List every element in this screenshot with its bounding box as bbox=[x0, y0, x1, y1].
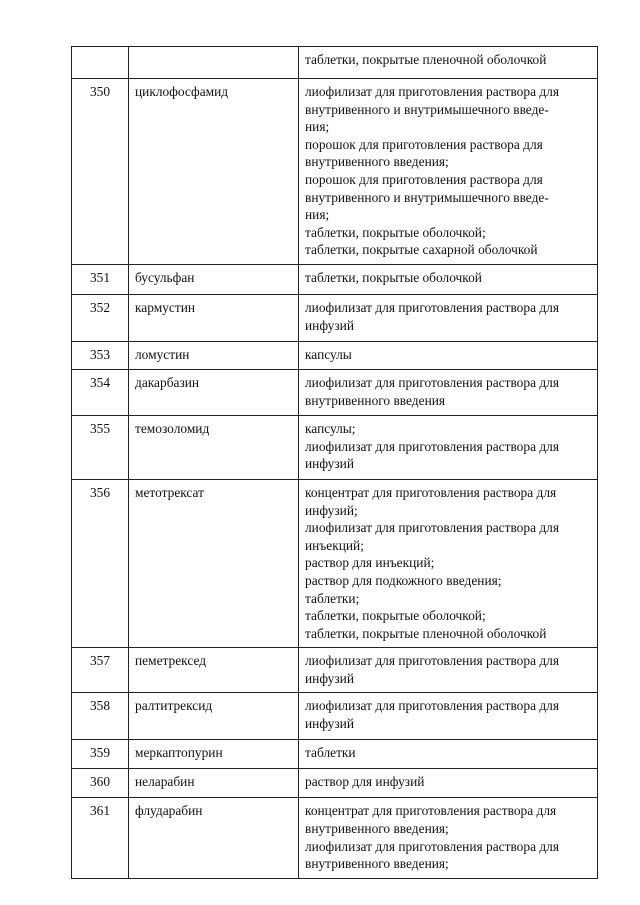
table-body bbox=[72, 47, 598, 879]
row-number: 359 bbox=[72, 740, 129, 769]
dosage-forms bbox=[299, 479, 598, 647]
dosage-form-line: ния; bbox=[305, 207, 330, 223]
dosage-form-line: таблетки, покрытые сахарной оболочкой bbox=[305, 242, 538, 258]
dosage-form-line: инфузий bbox=[305, 716, 354, 732]
row-number: 354 bbox=[72, 369, 129, 415]
drug-name: флударабин bbox=[129, 798, 299, 879]
dosage-form-line: инфузий bbox=[305, 670, 354, 686]
dosage-forms bbox=[299, 79, 598, 265]
table-row bbox=[72, 415, 598, 479]
row-number: 353 bbox=[72, 341, 129, 369]
table-row bbox=[72, 47, 598, 79]
dosage-form-line: таблетки, покрытые оболочкой; bbox=[305, 608, 486, 624]
dosage-form-line: порошок для приготовления раствора для bbox=[305, 171, 543, 187]
dosage-form-line: таблетки bbox=[305, 745, 356, 761]
table-row bbox=[72, 341, 598, 369]
drug-name bbox=[129, 47, 299, 79]
dosage-form-line: таблетки, покрытые пленочной оболочкой bbox=[305, 625, 547, 641]
dosage-form-line: концентрат для приготовления раствора для bbox=[305, 484, 557, 500]
drug-name: пеметрексед bbox=[129, 648, 299, 693]
dosage-form-line: раствор для инъекций; bbox=[305, 555, 435, 571]
dosage-form-line: лиофилизат для приготовления раствора для bbox=[305, 299, 560, 315]
table-row bbox=[72, 479, 598, 647]
dosage-form-line: инъекций; bbox=[305, 537, 364, 553]
table-row bbox=[72, 693, 598, 740]
drug-name: циклофосфамид bbox=[129, 79, 299, 265]
dosage-form-line: внутривенного и внутримышечного введе- bbox=[305, 189, 549, 205]
dosage-forms bbox=[299, 415, 598, 479]
drug-name: метотрексат bbox=[129, 479, 299, 647]
dosage-form-line: лиофилизат для приготовления раствора для bbox=[305, 838, 560, 854]
dosage-form-line: таблетки, покрытые пленочной оболочкой bbox=[305, 52, 547, 67]
row-number: 361 bbox=[72, 798, 129, 879]
table-row bbox=[72, 294, 598, 341]
drug-name: ломустин bbox=[129, 341, 299, 369]
dosage-form-line: таблетки, покрытые оболочкой; bbox=[305, 224, 486, 240]
drug-name: ралтитрексид bbox=[129, 693, 299, 740]
dosage-form-line: лиофилизат для приготовления раствора для bbox=[305, 374, 560, 390]
row-number: 352 bbox=[72, 294, 129, 341]
dosage-forms bbox=[299, 769, 598, 798]
dosage-form-line: лиофилизат для приготовления раствора для bbox=[305, 520, 560, 536]
row-number: 358 bbox=[72, 693, 129, 740]
dosage-forms bbox=[299, 47, 598, 79]
row-number: 355 bbox=[72, 415, 129, 479]
dosage-form-line: капсулы bbox=[305, 346, 352, 362]
dosage-forms bbox=[299, 369, 598, 415]
dosage-form-line: внутривенного и внутримышечного введе- bbox=[305, 101, 549, 117]
row-number: 351 bbox=[72, 264, 129, 294]
dosage-form-line: раствор для подкожного введения; bbox=[305, 572, 502, 588]
dosage-form-line: таблетки, покрытые оболочкой bbox=[305, 269, 482, 285]
dosage-form-line: капсулы; bbox=[305, 420, 356, 436]
dosage-form-line: лиофилизат для приготовления раствора для bbox=[305, 84, 560, 99]
drug-name: дакарбазин bbox=[129, 369, 299, 415]
drug-name: бусульфан bbox=[129, 264, 299, 294]
dosage-form-line: ния; bbox=[305, 119, 330, 135]
dosage-form-line: концентрат для приготовления раствора для bbox=[305, 803, 557, 819]
table-row bbox=[72, 740, 598, 769]
drug-name: кармустин bbox=[129, 294, 299, 341]
dosage-forms bbox=[299, 294, 598, 341]
dosage-form-line: таблетки; bbox=[305, 590, 360, 606]
dosage-form-line: лиофилизат для приготовления раствора для bbox=[305, 653, 560, 669]
dosage-forms bbox=[299, 693, 598, 740]
dosage-form-line: порошок для приготовления раствора для bbox=[305, 136, 543, 152]
row-number: 350 bbox=[72, 79, 129, 265]
dosage-form-line: внутривенного введения; bbox=[305, 821, 449, 837]
drug-name: неларабин bbox=[129, 769, 299, 798]
table-row bbox=[72, 369, 598, 415]
table-row bbox=[72, 648, 598, 693]
dosage-form-line: внутривенного введения; bbox=[305, 856, 449, 872]
dosage-form-line: инфузий bbox=[305, 456, 354, 472]
row-number: 360 bbox=[72, 769, 129, 798]
dosage-form-line: внутривенного введения; bbox=[305, 154, 449, 170]
dosage-form-line: раствор для инфузий bbox=[305, 774, 425, 790]
table-row bbox=[72, 79, 598, 265]
dosage-forms bbox=[299, 341, 598, 369]
drug-name: темозоломид bbox=[129, 415, 299, 479]
drug-name: меркаптопурин bbox=[129, 740, 299, 769]
table-row bbox=[72, 798, 598, 879]
dosage-form-line: инфузий bbox=[305, 317, 354, 333]
table-row bbox=[72, 769, 598, 798]
dosage-form-line: инфузий; bbox=[305, 502, 358, 518]
dosage-forms bbox=[299, 648, 598, 693]
row-number: 357 bbox=[72, 648, 129, 693]
dosage-forms bbox=[299, 264, 598, 294]
row-number bbox=[72, 47, 129, 79]
drug-registry-table bbox=[71, 46, 598, 879]
table-row bbox=[72, 264, 598, 294]
dosage-forms bbox=[299, 798, 598, 879]
dosage-forms bbox=[299, 740, 598, 769]
dosage-form-line: лиофилизат для приготовления раствора для bbox=[305, 698, 560, 714]
row-number: 356 bbox=[72, 479, 129, 647]
dosage-form-line: внутривенного введения bbox=[305, 392, 446, 408]
dosage-form-line: лиофилизат для приготовления раствора для bbox=[305, 438, 560, 454]
